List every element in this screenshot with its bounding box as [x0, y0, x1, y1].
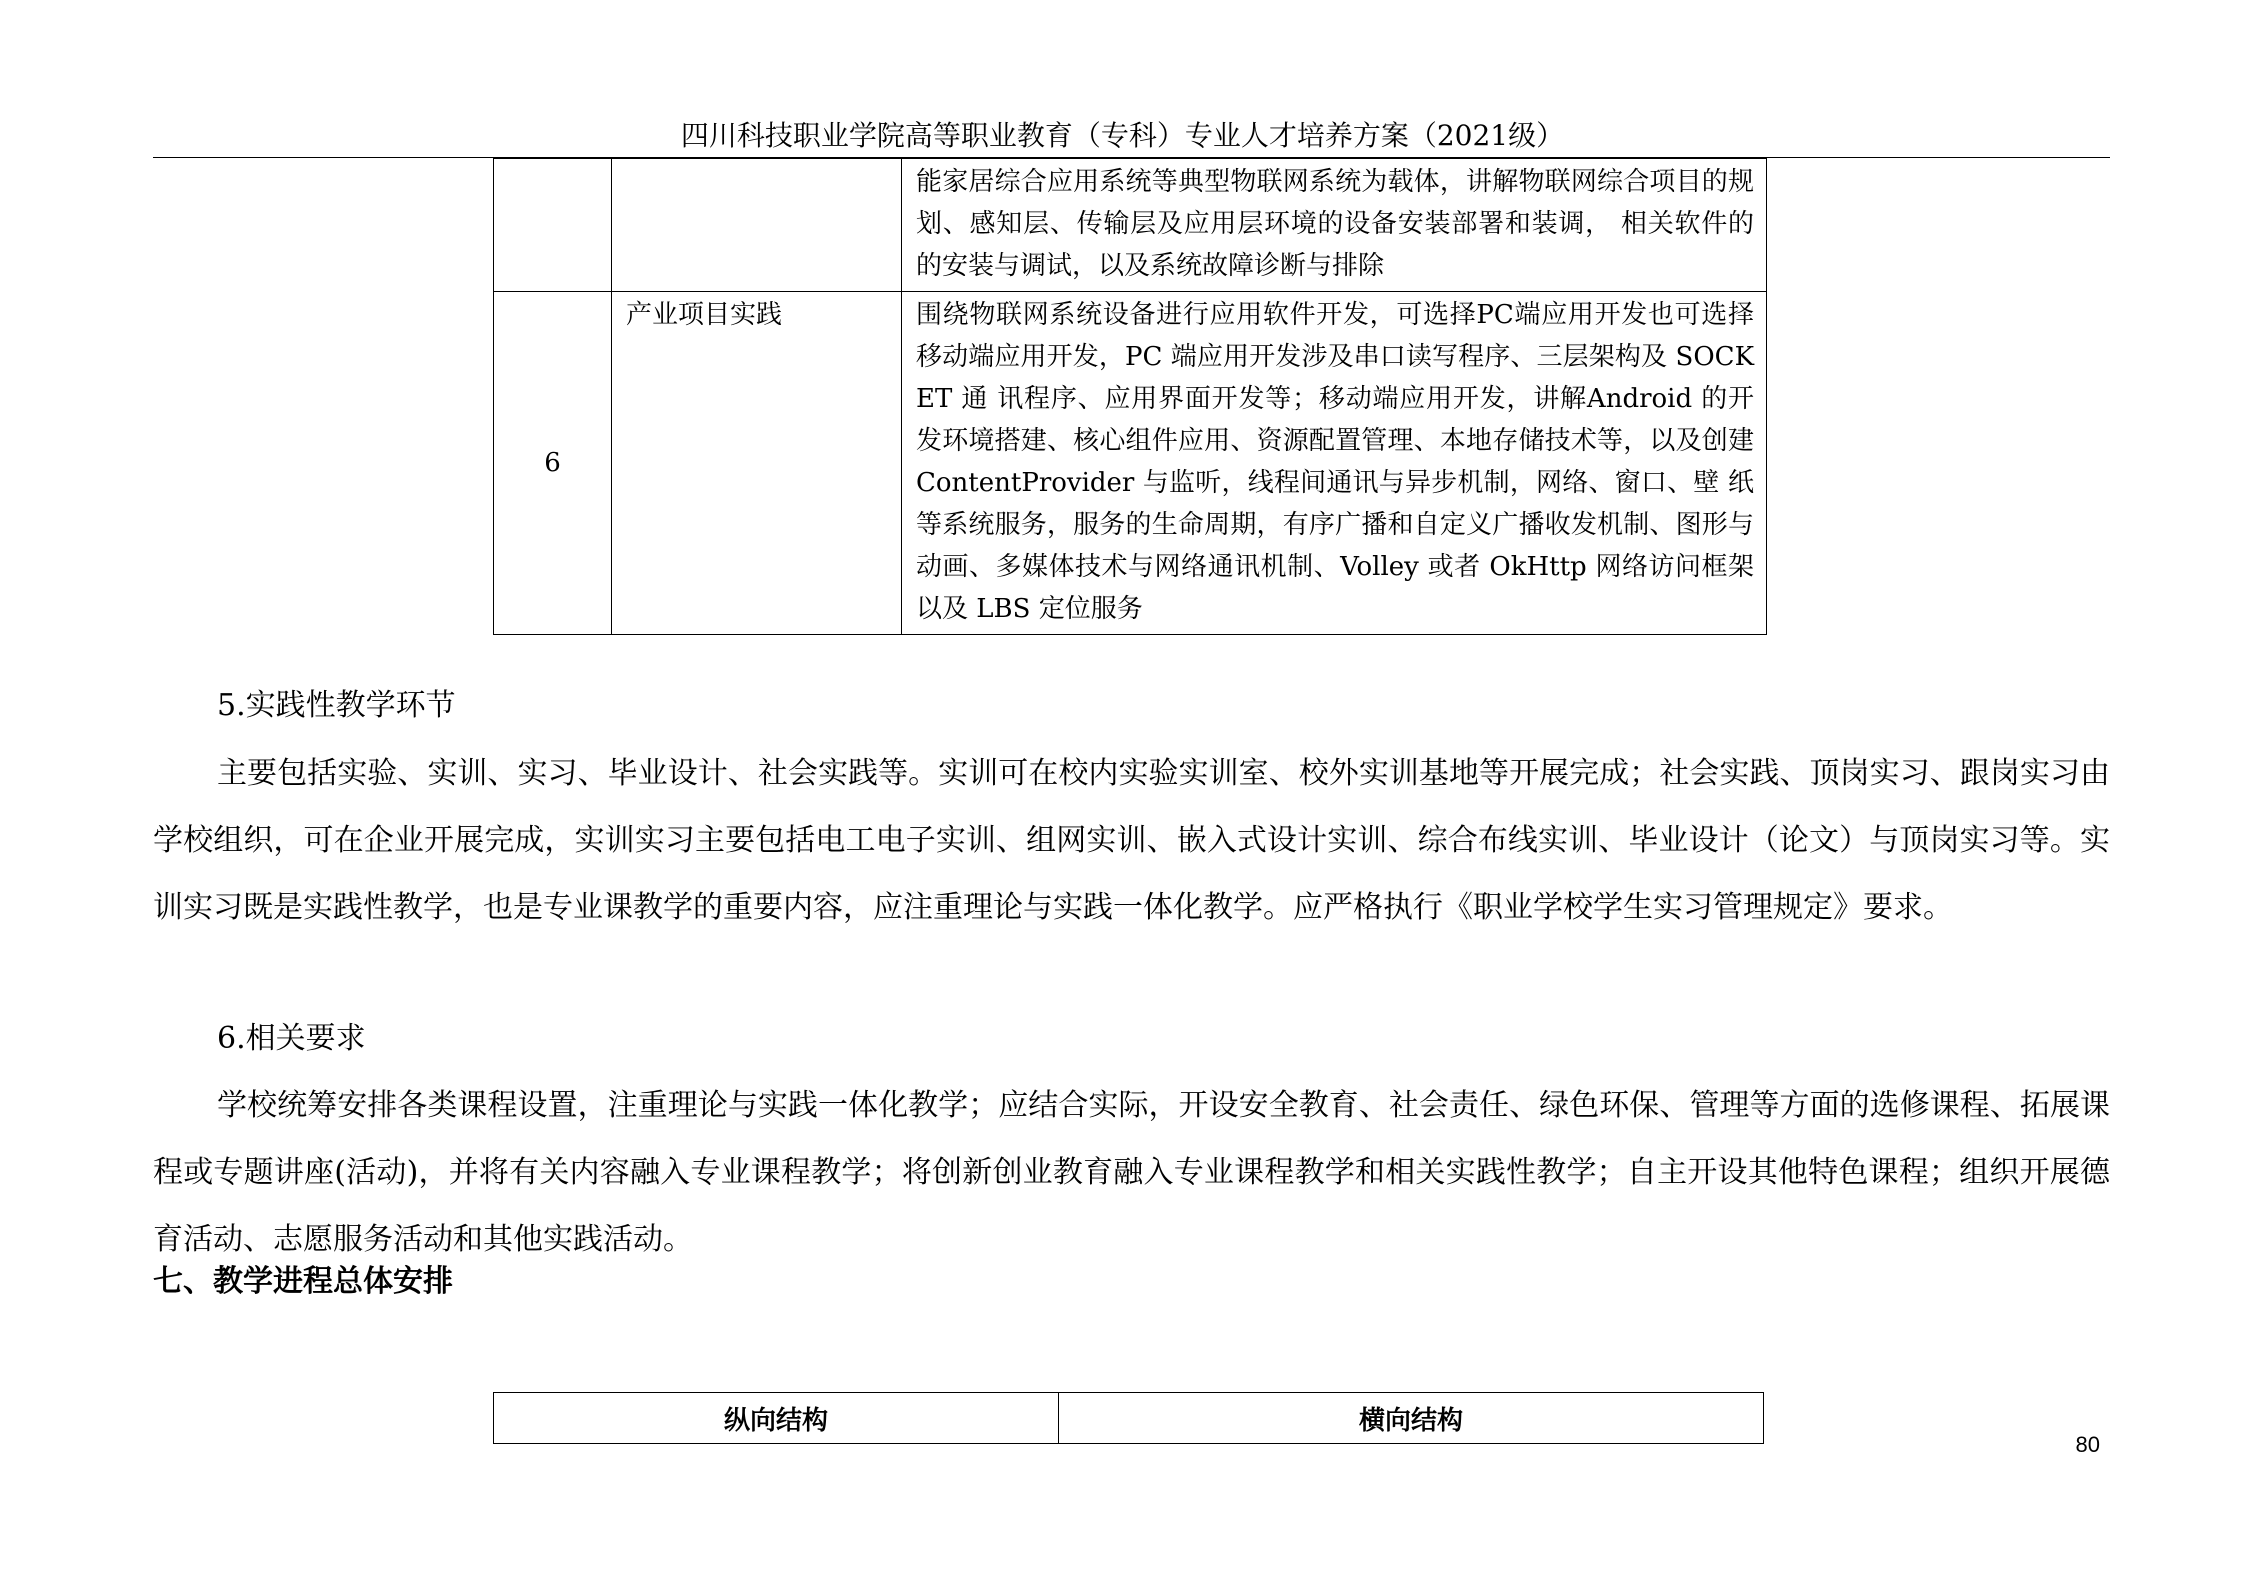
course-content-table — [493, 158, 1767, 635]
course-name-cell: 产业项目实践 — [612, 292, 902, 635]
structure-table — [493, 1392, 1764, 1444]
course-number-cell — [494, 159, 612, 292]
course-description-cell: 能家居综合应用系统等典型物联网系统为载体，讲解物联网综合项目的规划、感知层、传输层及应用层环境的设备安装部署和装调， 相关软件的的安装与调试，以及系统故障诊断与排除 — [902, 159, 1767, 292]
section5-heading: 5.实践性教学环节 — [217, 688, 456, 723]
course-description-cell: 围绕物联网系统设备进行应用软件开发，可选择PC端应用开发也可选择移动端应用开发，PC 端应用开发涉及串口读写程序、三层架构及 SOCKET 通 讯程序、应用界面开发等；移动端应用开发，讲解Android 的开发环境搭建、核心组件应用、资源配置管理、本地存储技术等，以及创建 ContentProvider 与监听，线程间通讯与异步机制，网络、窗口、壁 纸等系统服务，服务的生命周期，有序广播和自定义广播收发机制、图形与动画、多媒体技术与网络通讯机制、Volley 或者 OkHttp 网络访问框架以及 LBS 定位服务 — [902, 292, 1767, 635]
chapter7-title: 七、教学进程总体安排 — [153, 1264, 453, 1299]
table-row — [494, 159, 1767, 292]
vertical-structure-header: 纵向结构 — [494, 1393, 1059, 1444]
section6-heading: 6.相关要求 — [217, 1021, 366, 1056]
course-name-cell — [612, 159, 902, 292]
table-row — [494, 292, 1767, 635]
section5-paragraph: 主要包括实验、实训、实习、毕业设计、社会实践等。实训可在校内实验实训室、校外实训基地等开展完成；社会实践、顶岗实习、跟岗实习由学校组织，可在企业开展完成，实训实习主要包括电工电子实训、组网实训、嵌入式设计实训、综合布线实训、毕业设计（论文）与顶岗实习等。实训实习既是实践性教学，也是专业课教学的重要内容，应注重理论与实践一体化教学。应严格执行《职业学校学生实习管理规定》要求。 — [153, 756, 2110, 925]
page-header-title: 四川科技职业学院高等职业教育（专科）专业人才培养方案（2021级） — [680, 119, 1565, 152]
page-number: 80 — [2075, 1432, 2100, 1457]
table-row — [494, 1393, 1764, 1444]
horizontal-structure-header: 横向结构 — [1059, 1393, 1764, 1444]
course-number-cell: 6 — [494, 292, 612, 635]
section6-paragraph: 学校统筹安排各类课程设置，注重理论与实践一体化教学；应结合实际，开设安全教育、社会责任、绿色环保、管理等方面的选修课程、拓展课程或专题讲座(活动)，并将有关内容融入专业课程教学；将创新创业教育融入专业课程教学和相关实践性教学；自主开设其他特色课程；组织开展德育活动、志愿服务活动和其他实践活动。 — [153, 1088, 2110, 1257]
